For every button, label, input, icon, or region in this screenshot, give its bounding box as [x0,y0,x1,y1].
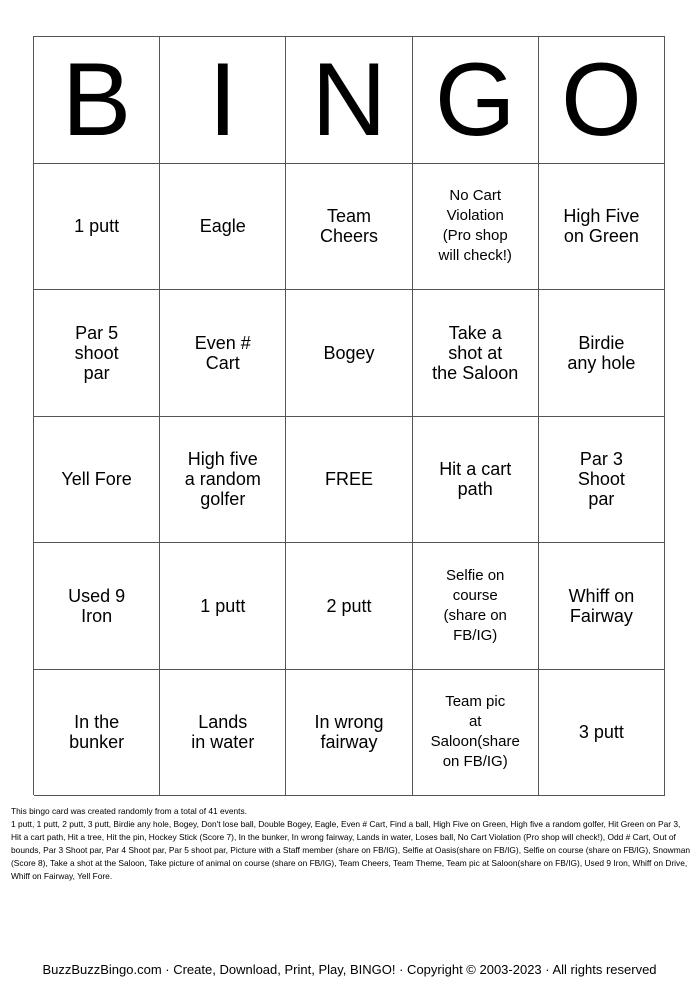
grid-cell[interactable] [160,164,286,291]
grid-row [34,417,665,544]
cell-label: Yell Fore [61,469,132,490]
created-note: This bingo card was created randomly from a total of 41 events. [11,806,248,816]
cell-label: Whiff on Fairway [568,585,635,626]
grid-cell[interactable] [286,164,412,291]
grid-cell[interactable] [286,670,412,797]
cell-label: No Cart Violation (Pro shop will check!) [438,187,512,265]
cell-label: Take a shot at the Saloon [432,322,519,383]
grid-cell[interactable] [413,543,539,670]
grid-cell[interactable] [413,670,539,797]
grid-cell[interactable] [413,290,539,417]
grid-cell[interactable] [34,164,160,291]
cell-label: Eagle [199,216,246,237]
cell-label: Par 3 Shoot par [577,449,625,510]
grid-cell[interactable] [160,543,286,670]
cell-label: Team pic at Saloon(share on FB/IG) [430,693,520,771]
grid-cell[interactable] [539,164,665,291]
header-row [34,37,665,164]
header-letter-o: O [539,37,665,164]
grid-cell[interactable] [34,670,160,797]
header-letter-i: I [160,37,286,164]
grid-cell[interactable] [160,670,286,797]
bingo-grid [34,164,665,797]
cell-label: High five a random golfer [184,449,261,510]
grid-cell[interactable] [413,164,539,291]
cell-label: Team Cheers [319,206,379,247]
cell-label: In the bunker [69,712,125,753]
grid-cell[interactable] [539,670,665,797]
cell-label: Even # Cart [194,332,251,373]
grid-cell[interactable] [539,290,665,417]
cell-label: Bogey [323,342,375,363]
cell-label: 2 putt [326,595,372,616]
grid-row [34,543,665,670]
grid-cell[interactable] [286,417,412,544]
cell-label: High Five on Green [563,206,640,247]
header-letter-g: G [413,37,539,164]
grid-cell[interactable] [539,543,665,670]
grid-cell[interactable] [413,417,539,544]
header-letter-b: B [34,37,160,164]
cell-label: In wrong fairway [314,712,384,753]
grid-cell[interactable] [539,417,665,544]
cell-label: Selfie on course (share on FB/IG) [443,566,507,644]
cell-label: Birdie any hole [567,332,636,373]
cell-label: 1 putt [200,595,246,616]
header-letter-n: N [286,37,412,164]
card-info [11,805,691,884]
cell-label: Used 9 Iron [68,585,126,626]
grid-cell[interactable] [34,417,160,544]
event-list: 1 putt, 1 putt, 2 putt, 3 putt, Birdie any hole, Bogey, Don't lose ball, Double Bogey, Eagle, Even # Cart, Find a ball, High Five on Green, High five a random golfer, Hit Green on Par 3, Hit a cart path, Hit a tree, Hit the pin, Hockey Stick (Score 7), In the bunker, In wrong fairway, Lands in water, Loses ball, No Cart Violation (Pro shop will check!), Odd # Cart, Out of bounds, Par 3 Shoot par, Par 4 Shoot par, Par 5 shoot par, Picture with a Staff member (share on FB/IG), Selfie at Oasis(share on FB/IG), Selfie on course (share on FB/IG), Snowman (Score 8), Take a shot at the Saloon, Take picture of animal on course (share on FB/IG), Team Cheers, Team Theme, Team pic at Saloon(share on FB/IG), Used 9 Iron, Whiff on Drive, Whiff on Fairway, Yell Fore. [11,819,691,882]
grid-row [34,164,665,291]
bingo-card [33,36,665,795]
grid-cell[interactable] [160,417,286,544]
grid-row [34,290,665,417]
cell-label: Lands in water [191,712,255,753]
cell-label: 1 putt [74,216,120,237]
grid-cell[interactable] [160,290,286,417]
grid-row [34,670,665,797]
cell-label: Par 5 shoot par [74,322,119,383]
grid-cell[interactable] [286,290,412,417]
grid-cell[interactable] [286,543,412,670]
cell-label: FREE [325,469,374,490]
cell-label: 3 putt [578,722,624,743]
cell-label: Hit a cart path [439,459,512,500]
site-footer: BuzzBuzzBingo.com · Create, Download, Print, Play, BINGO! · Copyright © 2003-2023 · All rights reserved [42,962,657,977]
grid-cell[interactable] [34,543,160,670]
grid-cell[interactable] [34,290,160,417]
